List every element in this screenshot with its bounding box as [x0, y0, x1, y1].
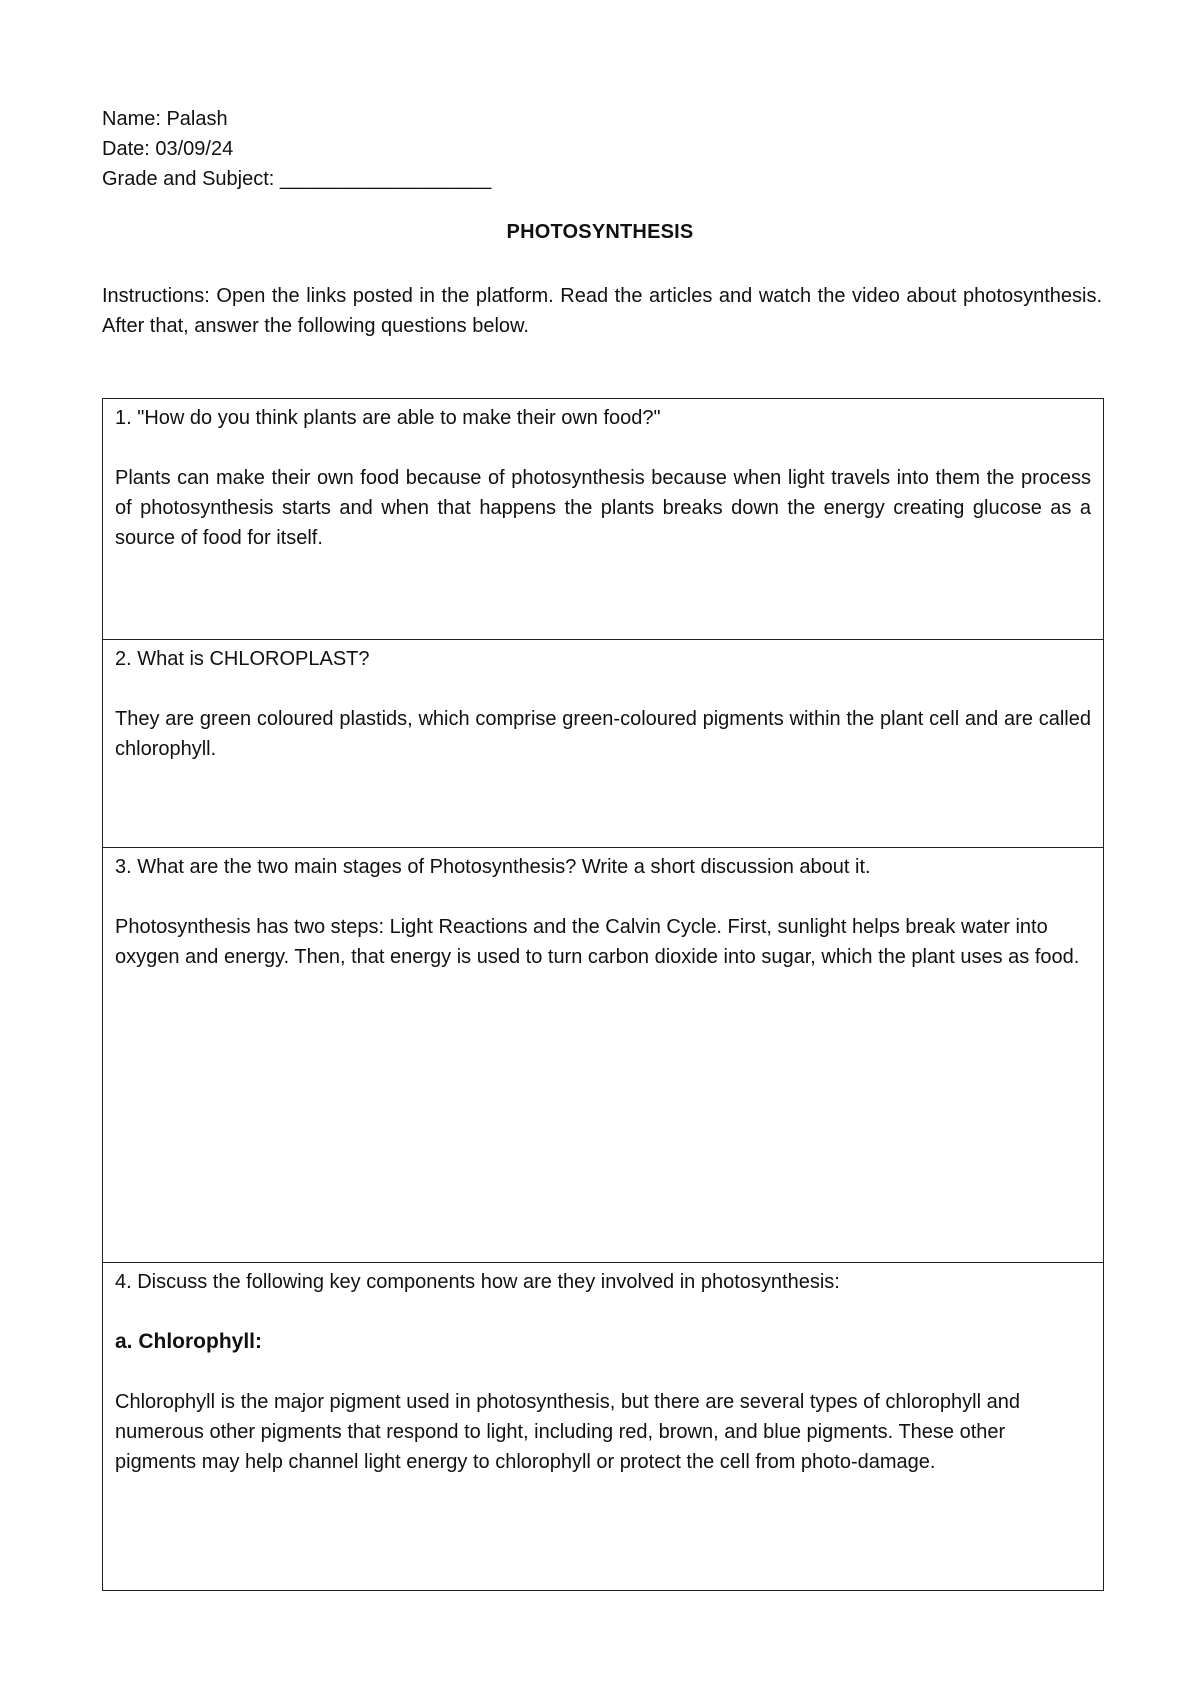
question-text: 4. Discuss the following key components how are they involved in photosynthesis:: [115, 1271, 840, 1293]
question-text: 1. "How do you think plants are able to make their own food?": [115, 407, 661, 429]
student-name: Name: Palash: [102, 108, 228, 130]
student-info-header: [102, 104, 491, 194]
question-text: 3. What are the two main stages of Photosynthesis? Write a short discussion about it.: [115, 856, 871, 878]
questions-table: [102, 398, 1104, 1591]
answer-text: Chlorophyll is the major pigment used in photosynthesis, but there are several types of chlorophyll and numerous other pigments that respond to light, including red, brown, and blue pigments. These other pigments may help channel light energy to chlorophyll or protect the cell from photo-damage.: [115, 1391, 1020, 1473]
question-cell-1: [103, 399, 1103, 639]
question-cell-4: [103, 1262, 1103, 1590]
subheading-chlorophyll: a. Chlorophyll:: [115, 1330, 262, 1353]
answer-text: Plants can make their own food because of photosynthesis because when light travels into them the process of photosynthesis starts and when that happens the plants breaks down the energy creating glucose as a source of food for itself.: [115, 467, 1091, 549]
instructions-text: Instructions: Open the links posted in the platform. Read the articles and watch the video about photosynthesis. After that, answer the following questions below.: [102, 285, 1102, 337]
question-cell-2: [103, 639, 1103, 847]
grade-subject-line: Grade and Subject: ___________________: [102, 168, 492, 190]
answer-text: Photosynthesis has two steps: Light Reactions and the Calvin Cycle. First, sunlight helps break water into oxygen and energy. Then, that energy is used to turn carbon dioxide into sugar, which the plant uses as food.: [115, 916, 1080, 968]
page-title: PHOTOSYNTHESIS: [506, 221, 694, 243]
question-cell-3: [103, 847, 1103, 1262]
question-text: 2. What is CHLOROPLAST?: [115, 648, 370, 670]
answer-text: They are green coloured plastids, which comprise green-coloured pigments within the plant cell and are called chlorophyll.: [115, 708, 1091, 760]
worksheet-date: Date: 03/09/24: [102, 138, 234, 160]
